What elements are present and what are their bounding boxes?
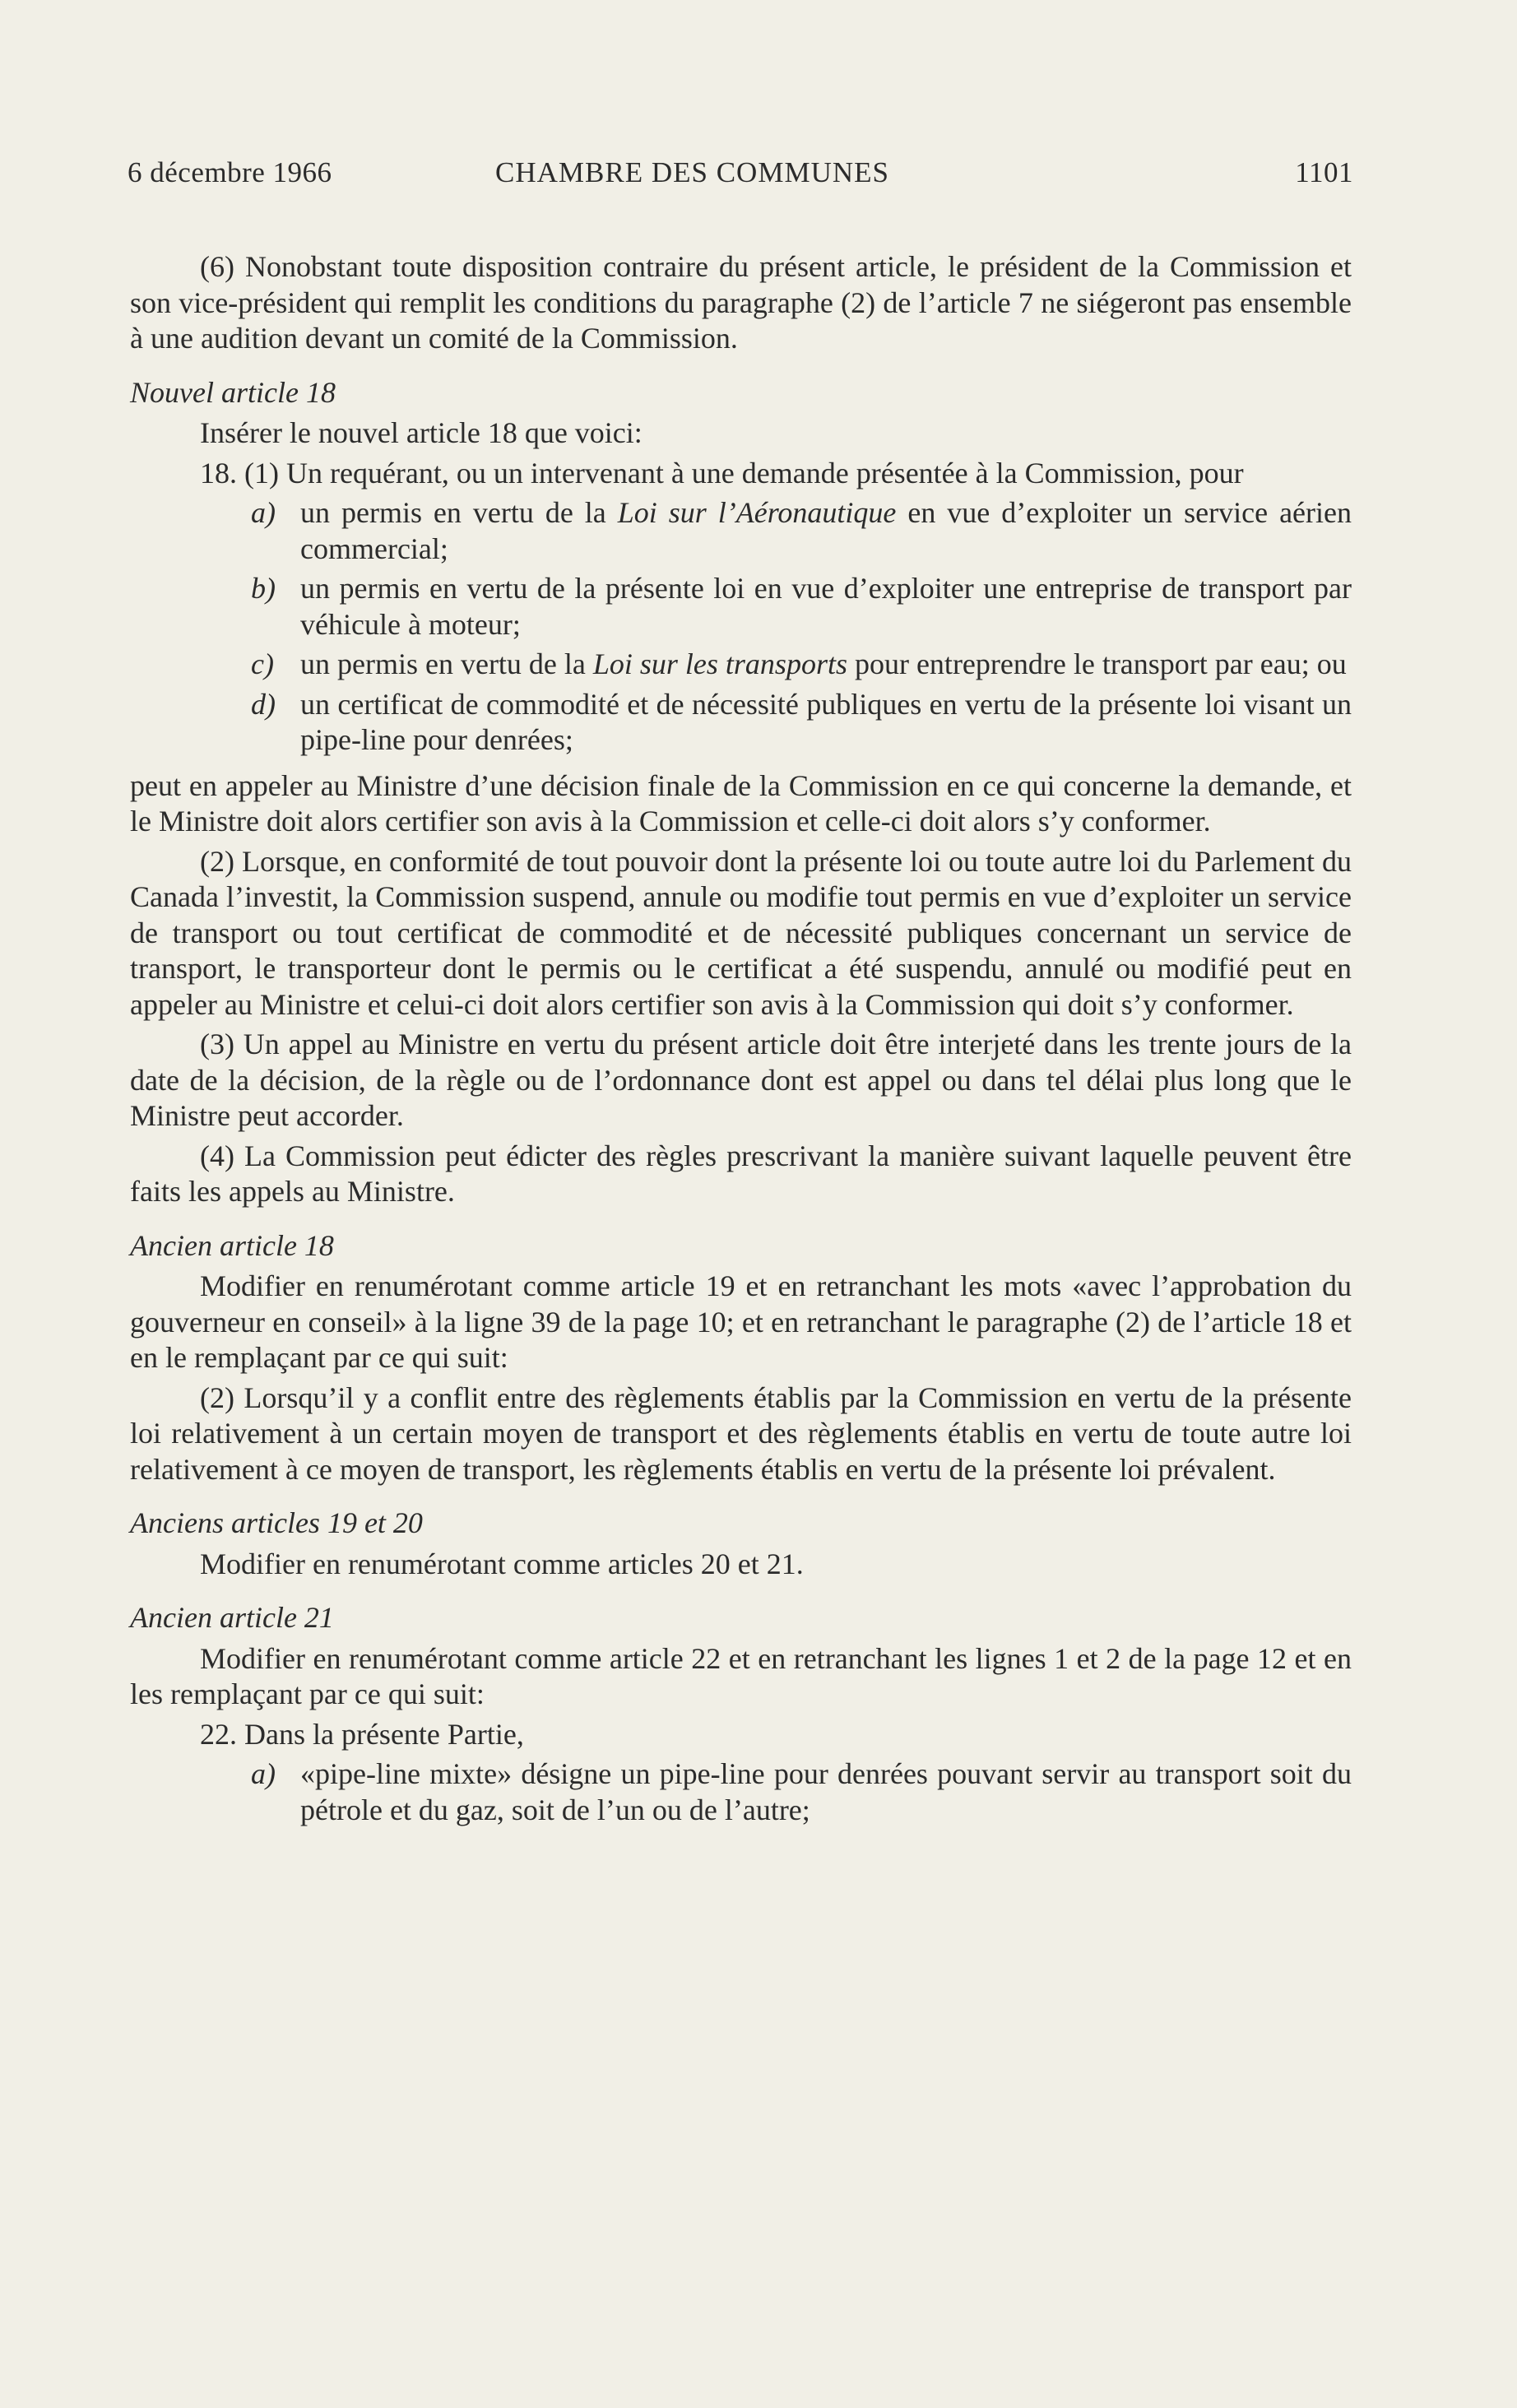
item-letter: d) — [251, 687, 276, 721]
item-letter: c) — [251, 647, 274, 680]
document-body — [130, 249, 1352, 1828]
item-letter: a) — [251, 1757, 276, 1790]
list-item — [130, 571, 1352, 643]
paragraph: (2) Lorsque, en conformité de tout pouvoir dont la présente loi ou toute autre loi du Parlement du Canada l’investit, la Commission suspend, annule ou modifie tout permis en vue d’exploiter un service de transport ou tout certificat de commodité et de nécessité publiques concernant un service de transport, le transporteur dont le permis ou le certificat a été suspendu, annulé ou modifié peut en appeler au Ministre et celui-ci doit alors certifier son avis à la Commission qui doit s’y conformer. — [130, 844, 1352, 1021]
paragraph: (4) La Commission peut édicter des règles prescrivant la manière suivant laquelle peuvent être faits les appels au Ministre. — [130, 1139, 1352, 1208]
paragraph: (2) Lorsqu’il y a conflit entre des règlements établis par la Commission en vertu de la présente loi relativement à un certain moyen de transport et des règlements établis en vertu de toute autre loi relativement à ce moyen de transport, les règlements établis en vertu de la présente loi prévalent. — [130, 1380, 1352, 1486]
section-heading: Ancien article 21 — [130, 1601, 334, 1634]
item-text: un permis en vertu de la — [300, 647, 593, 680]
list-item — [130, 495, 1352, 567]
item-letter: a) — [251, 496, 276, 529]
paragraph: Modifier en renumérotant comme article 19 et en retranchant les mots «avec l’approbation du gouverneur en conseil» à la ligne 39 de la page 10; et en retranchant le paragraphe (2) de l’article 18 et en le remplaçant par ce qui suit: — [130, 1269, 1352, 1374]
item-text: en vue d’exploiter un service aérien commercial; — [300, 496, 1352, 565]
paragraph: Insérer le nouvel article 18 que voici: — [200, 416, 643, 449]
paragraph: peut en appeler au Ministre d’une décision finale de la Commission en ce qui concerne la demande, et le Ministre doit alors certifier son avis à la Commission et celle-ci doit alors s’y conformer. — [130, 768, 1352, 837]
list-item — [130, 687, 1352, 759]
section-heading: Anciens articles 19 et 20 — [130, 1506, 423, 1539]
item-text: «pipe-line mixte» désigne un pipe-line pour denrées pouvant servir au transport soit du pétrole et du gaz, soit de l’un ou de l’autre; — [300, 1757, 1352, 1826]
list-item — [130, 647, 1352, 683]
paragraph: (6) Nonobstant toute disposition contraire du présent article, le président de la Commission et son vice-président qui remplit les conditions du paragraphe (2) de l’article 7 ne siégeront pas ensemble à une audition devant un comité de la Commission. — [130, 250, 1352, 355]
paragraph: Modifier en renumérotant comme article 22 et en retranchant les lignes 1 et 2 de la page 12 et en les remplaçant par ce qui suit: — [130, 1641, 1352, 1710]
paragraph: 18. (1) Un requérant, ou un intervenant à une demande présentée à la Commission, pour — [200, 456, 1244, 489]
page-header — [128, 156, 1353, 201]
item-text: un permis en vertu de la présente loi en vue d’exploiter une entreprise de transport par véhicule à moteur; — [300, 572, 1352, 641]
paragraph: Modifier en renumérotant comme articles 20 et 21. — [200, 1547, 804, 1580]
item-text: pour entreprendre le transport par eau; ou — [847, 647, 1347, 680]
section-heading: Nouvel article 18 — [130, 375, 336, 409]
paragraph: 22. Dans la présente Partie, — [200, 1717, 524, 1751]
header-title: CHAMBRE DES COMMUNES — [495, 156, 889, 188]
paragraph: (3) Un appel au Ministre en vertu du présent article doit être interjeté dans les trente jours de la date de la décision, de la règle ou de l’ordonnance dont est appel ou dans tel délai plus long que le Ministre peut accorder. — [130, 1028, 1352, 1132]
item-italic: Loi sur les transports — [592, 647, 847, 680]
list-item — [130, 1756, 1352, 1828]
item-letter: b) — [251, 572, 276, 605]
page-number: 1101 — [1295, 156, 1353, 188]
item-italic: Loi sur l’Aéronautique — [617, 496, 897, 529]
item-text: un permis en vertu de la — [300, 496, 618, 529]
header-date: 6 décembre 1966 — [128, 156, 332, 188]
section-heading: Ancien article 18 — [130, 1228, 334, 1262]
item-text: un certificat de commodité et de nécessité publiques en vertu de la présente loi visant un pipe-line pour denrées; — [300, 687, 1352, 756]
